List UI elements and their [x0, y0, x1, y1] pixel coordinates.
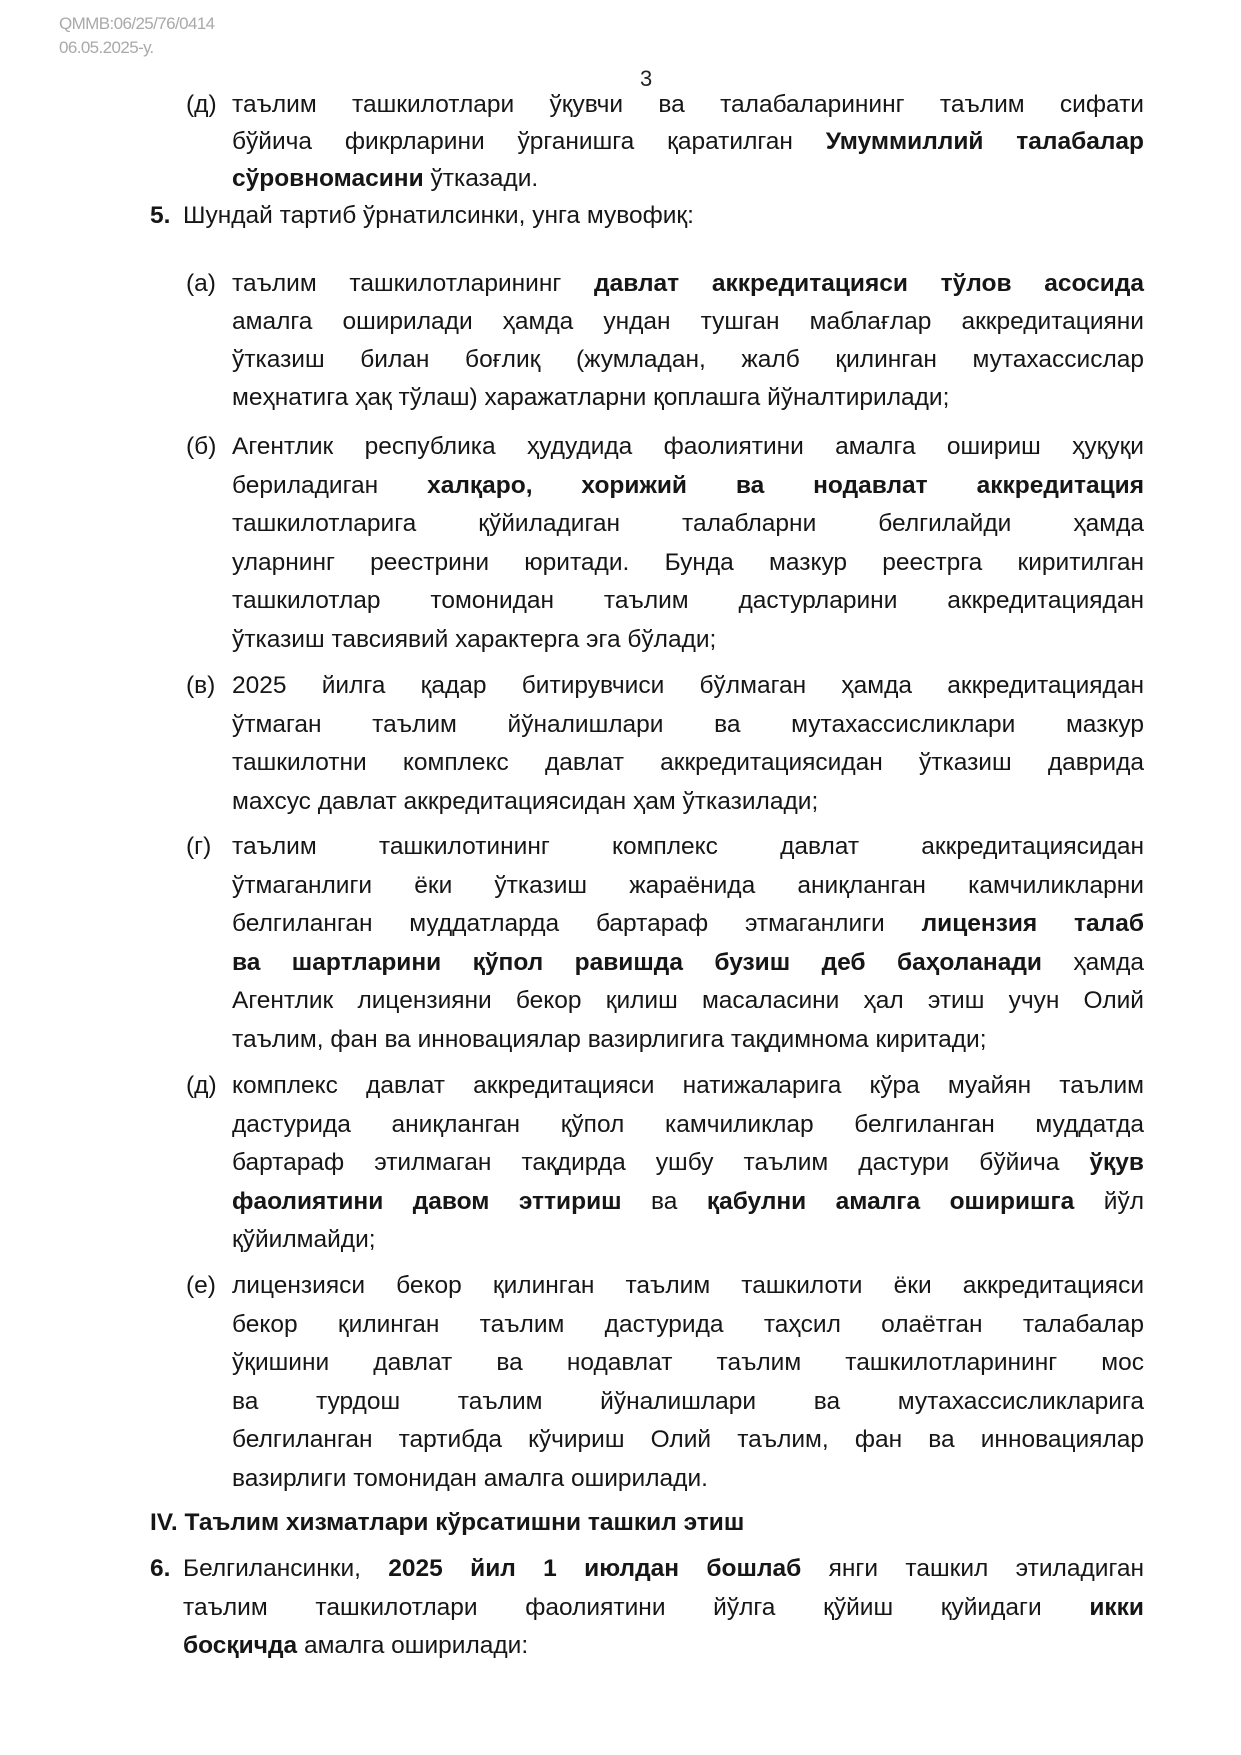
text-span: ўтказади.	[423, 165, 539, 192]
text-line	[232, 745, 1144, 781]
item-label: (в)	[186, 672, 216, 699]
text-line	[232, 622, 716, 658]
text-line	[232, 124, 1144, 160]
text-line	[232, 1222, 376, 1258]
text-line	[183, 1628, 528, 1664]
item-label: (е)	[186, 1272, 216, 1299]
text-line	[232, 266, 1144, 302]
text-line	[232, 945, 1144, 981]
text-line	[232, 1307, 1144, 1343]
text-span: ташкилотни комплекс давлат аккредитациясидан ўтказиш даврида	[232, 749, 1144, 776]
text-line	[232, 468, 1144, 504]
text-span: амалга оширилади:	[297, 1632, 529, 1659]
text-span: таълим ташкилотлари фаолиятини йўлга қўйиш қуйидаги	[183, 1593, 1090, 1621]
bold-text: IV. Таълим хизматлари кўрсатишни ташкил этиш	[150, 1509, 745, 1536]
stamp-date: 06.05.2025-у.	[59, 38, 154, 57]
text-span: таълим, фан ва инновациялар вазирлигига тақдимнома киритади;	[232, 1025, 987, 1053]
text-span: белгиланган тартибда кўчириш Олий таълим, фан ва инновациялар	[232, 1426, 1144, 1453]
bold-text: сўровномасини	[232, 165, 424, 192]
text-span: таълим ташкилотлари ўқувчи ва талабаларининг таълим сифати	[232, 91, 1144, 118]
text-span: ўқишини давлат ва нодавлат таълим ташкилотларининг мос	[232, 1349, 1144, 1376]
bold-text: ва шартларини қўпол равишда бузиш деб баҳоланади	[232, 948, 1042, 976]
text-span: бўйича фикрларини ўрганишга қаратилган	[232, 128, 826, 155]
text-line	[232, 1384, 1144, 1420]
text-line	[232, 161, 538, 197]
text-span: таълим ташкилотларининг	[232, 270, 595, 297]
text-line	[232, 1268, 1144, 1304]
text-line	[232, 1022, 987, 1058]
text-span: ва турдош таълим йўналишлари ва мутахассисликларига	[232, 1387, 1144, 1415]
text-span: комплекс давлат аккредитацияси натижаларига кўра муайян таълим	[232, 1072, 1144, 1099]
text-span: лицензияси бекор қилинган таълим ташкилоти ёки аккредитацияси	[232, 1272, 1144, 1299]
text-span: Белгилансинки,	[183, 1555, 389, 1582]
text-span: бартараф этилмаган тақдирда ушбу таълим дастури бўйича	[232, 1149, 1090, 1176]
item-label: (г)	[186, 833, 212, 860]
text-line	[232, 1107, 1144, 1143]
text-span: уларнинг реестрини юритади. Бунда мазкур реестрга киритилган	[232, 548, 1144, 576]
bold-text: давлат аккредитацияси тўлов асосида	[594, 270, 1144, 297]
text-line	[232, 506, 1144, 542]
text-span: қўйилмайди;	[232, 1226, 376, 1253]
text-span: амалга оширилади ҳамда ундан тушган маблағлар аккредитацияни	[232, 308, 1144, 335]
text-line	[232, 829, 1144, 865]
text-line	[232, 668, 1144, 704]
registration-stamp	[59, 12, 215, 60]
bold-text: халқаро, хорижий ва нодавлат аккредитация	[427, 471, 1144, 499]
text-span: таълим ташкилотининг комплекс давлат аккредитациясидан	[232, 833, 1144, 860]
text-span: ва	[621, 1187, 707, 1215]
text-line	[232, 380, 949, 416]
text-span: ўтмаган таълим йўналишлари ва мутахассисликлари мазкур	[232, 710, 1144, 738]
text-line	[232, 707, 1144, 743]
text-span: махсус давлат аккредитациясидан ҳам ўтказилади;	[232, 787, 819, 815]
text-span: бериладиган	[232, 471, 428, 499]
text-span: дастурида аниқланган қўпол камчиликлар белгиланган муддатда	[232, 1110, 1144, 1138]
text-line	[232, 784, 818, 820]
text-line	[183, 1590, 1144, 1626]
bold-text: Умуммиллий талабалар	[825, 128, 1145, 155]
text-span: Шундай тартиб ўрнатилсинки, унга мувофиқ:	[183, 202, 694, 229]
text-span: янги ташкил этиладиган	[801, 1555, 1145, 1582]
item-label: 5.	[150, 202, 171, 229]
text-span: йўл	[1074, 1187, 1144, 1215]
text-span: ҳамда	[1041, 948, 1144, 976]
text-span: ташкилотларига қўйиладиган талабларни белгилайди ҳамда	[232, 510, 1144, 537]
item-label: (д)	[186, 1072, 217, 1099]
text-line	[183, 1551, 1144, 1587]
bold-text: фаолиятини давом эттириш	[232, 1187, 622, 1215]
text-line	[232, 1145, 1144, 1181]
text-span: ўтказиш тавсиявий характерга эга бўлади;	[232, 625, 717, 653]
text-line	[232, 983, 1144, 1019]
item-label: (а)	[186, 270, 216, 297]
text-line	[232, 1184, 1144, 1220]
bold-text: лицензия талаб	[921, 910, 1144, 937]
text-line	[232, 583, 1144, 619]
text-span: 2025 йилга қадар битирувчиси бўлмаган ҳамда аккредитациядан	[232, 672, 1144, 699]
text-span: меҳнатига ҳақ тўлаш) харажатларни қоплашга йўналтирилади;	[232, 384, 950, 411]
page-number: 3	[640, 66, 653, 91]
item-label: 6.	[150, 1555, 171, 1582]
item-label: (д)	[186, 91, 217, 118]
bold-text: босқичда	[183, 1632, 298, 1659]
text-span: Агентлик республика ҳудудида фаолиятини амалга ошириш ҳуқуқи	[232, 433, 1144, 460]
text-line	[150, 1505, 744, 1541]
text-line	[232, 1422, 1144, 1458]
text-line	[232, 868, 1144, 904]
stamp-registry-code: QMMB:06/25/76/0414	[59, 14, 215, 33]
text-span: белгиланган муддатларда бартараф этмаганлиги	[232, 910, 922, 937]
text-line	[232, 87, 1144, 123]
text-span: ўтказиш билан боғлиқ (жумладан, жалб қилинган мутахассислар	[232, 346, 1144, 373]
bold-text: икки	[1089, 1593, 1144, 1621]
text-line	[232, 545, 1144, 581]
text-line	[183, 198, 694, 234]
text-line	[232, 906, 1144, 942]
text-line	[232, 1068, 1144, 1104]
bold-text: 2025 йил 1 июлдан бошлаб	[388, 1555, 802, 1582]
bold-text: ўқув	[1089, 1149, 1144, 1176]
text-span: ўтмаганлиги ёки ўтказиш жараёнида аниқланган камчиликларни	[232, 871, 1144, 899]
text-line	[232, 304, 1144, 340]
text-span: бекор қилинган таълим дастурида таҳсил олаётган талабалар	[232, 1310, 1144, 1338]
text-line	[232, 1461, 708, 1497]
text-line	[232, 342, 1144, 378]
text-span: ташкилотлар томонидан таълим дастурларини аккредитациядан	[232, 587, 1144, 614]
text-line	[232, 1345, 1144, 1381]
text-line	[232, 429, 1144, 465]
text-span: вазирлиги томонидан амалга оширилади.	[232, 1464, 708, 1492]
item-label: (б)	[186, 433, 217, 460]
bold-text: қабулни амалга оширишга	[706, 1187, 1075, 1215]
text-span: Агентлик лицензияни бекор қилиш масаласини ҳал этиш учун Олий	[232, 987, 1144, 1014]
